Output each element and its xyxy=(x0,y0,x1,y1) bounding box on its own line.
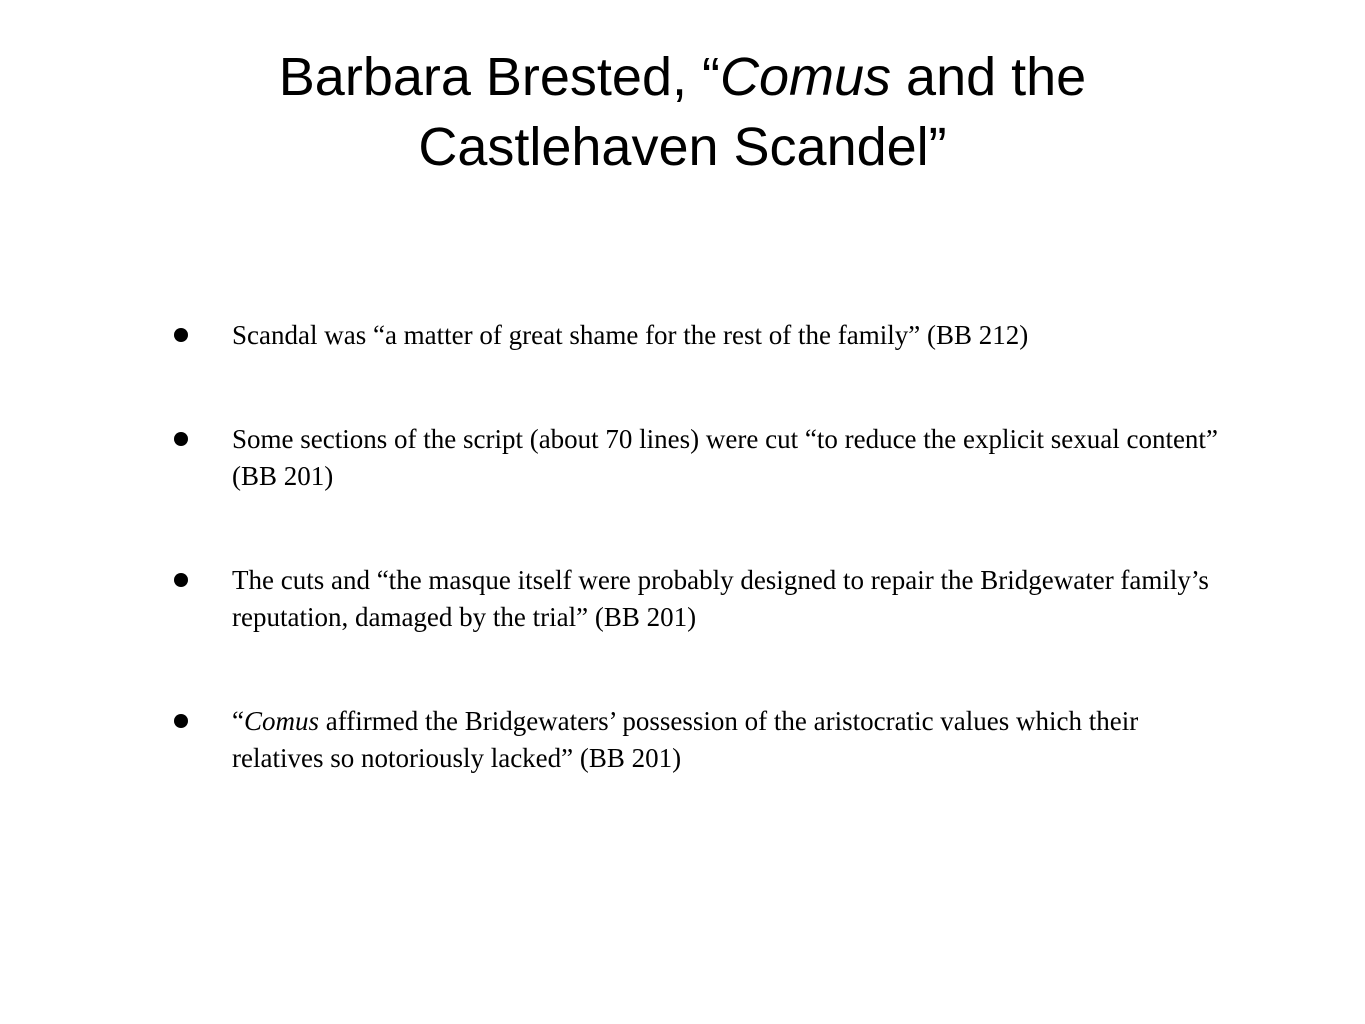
slide-title xyxy=(0,42,1365,182)
bullet-dot-icon xyxy=(174,714,188,728)
bullet-dot-icon xyxy=(174,328,188,342)
title-line-1 xyxy=(0,42,1365,112)
bullet-text: The cuts and “the masque itself were probably designed to repair the Bridgewater family’s reputation, damaged by the trial” (BB 201) xyxy=(232,565,1209,632)
bullet-prefix: “ xyxy=(232,706,244,736)
title-line-2: Castlehaven Scandel” xyxy=(418,117,947,177)
bullet-text: Scandal was “a matter of great shame for the rest of the family” (BB 212) xyxy=(232,320,1029,350)
bullet-dot-icon xyxy=(174,573,188,587)
title-rest: and the xyxy=(891,47,1087,107)
bullet-italic-comus: Comus xyxy=(243,706,319,736)
bullet-dot-icon xyxy=(174,432,188,446)
bullet-text: Some sections of the script (about 70 lines) were cut “to reduce the explicit sexual content” (BB 201) xyxy=(232,424,1218,491)
title-italic-comus: Comus xyxy=(719,47,892,107)
bullet-text xyxy=(232,703,1222,777)
bullet-rest: affirmed the Bridgewaters’ possession of the aristocratic values which their relatives so notoriously lacked” (BB 201) xyxy=(232,706,1139,773)
title-prefix: Barbara Brested, “ xyxy=(278,47,720,107)
